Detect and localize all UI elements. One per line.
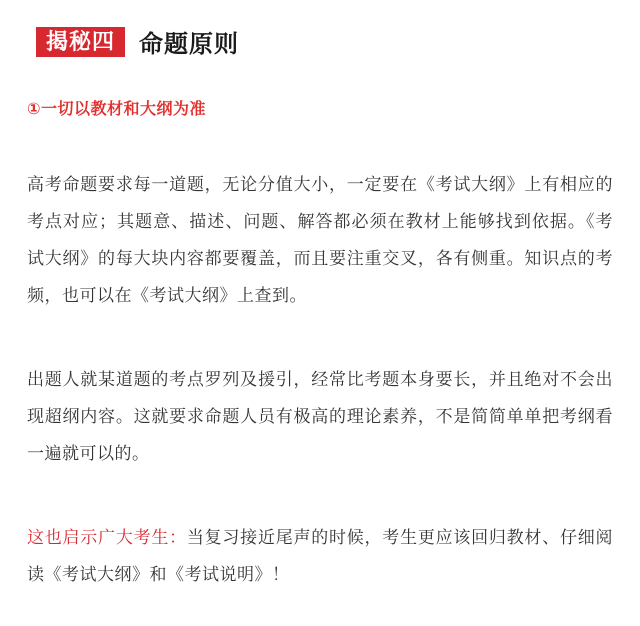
advice-highlight: 这也启示广大考生： [27, 528, 187, 548]
paragraph-question-setter: 出题人就某道题的考点罗列及援引，经常比考题本身要长，并且绝对不会出现超纲内容。这就要求命题人员有极高的理论素养，不是简简单单把考纲看一遍就可以的。 [27, 370, 613, 464]
advice-text: 当复习接近尾声的时候，考生更应该回归教材、仔细阅读《考试大纲》和《考试说明》！ [27, 528, 613, 585]
paragraph-advice [27, 520, 613, 594]
principle-subtitle: ①一切以教材和大纲为准 [27, 99, 207, 118]
section-header [36, 24, 239, 59]
section-badge: 揭秘四 [36, 27, 125, 57]
paragraph-exam-outline: 高考命题要求每一道题，无论分值大小，一定要在《考试大纲》上有相应的考点对应；其题意、描述、问题、解答都必须在教材上能够找到依据。《考试大纲》的每大块内容都要覆盖，而且要注重交叉，各有侧重。知识点的考频，也可以在《考试大纲》上查到。 [27, 175, 613, 306]
section-title: 命题原则 [139, 29, 240, 58]
